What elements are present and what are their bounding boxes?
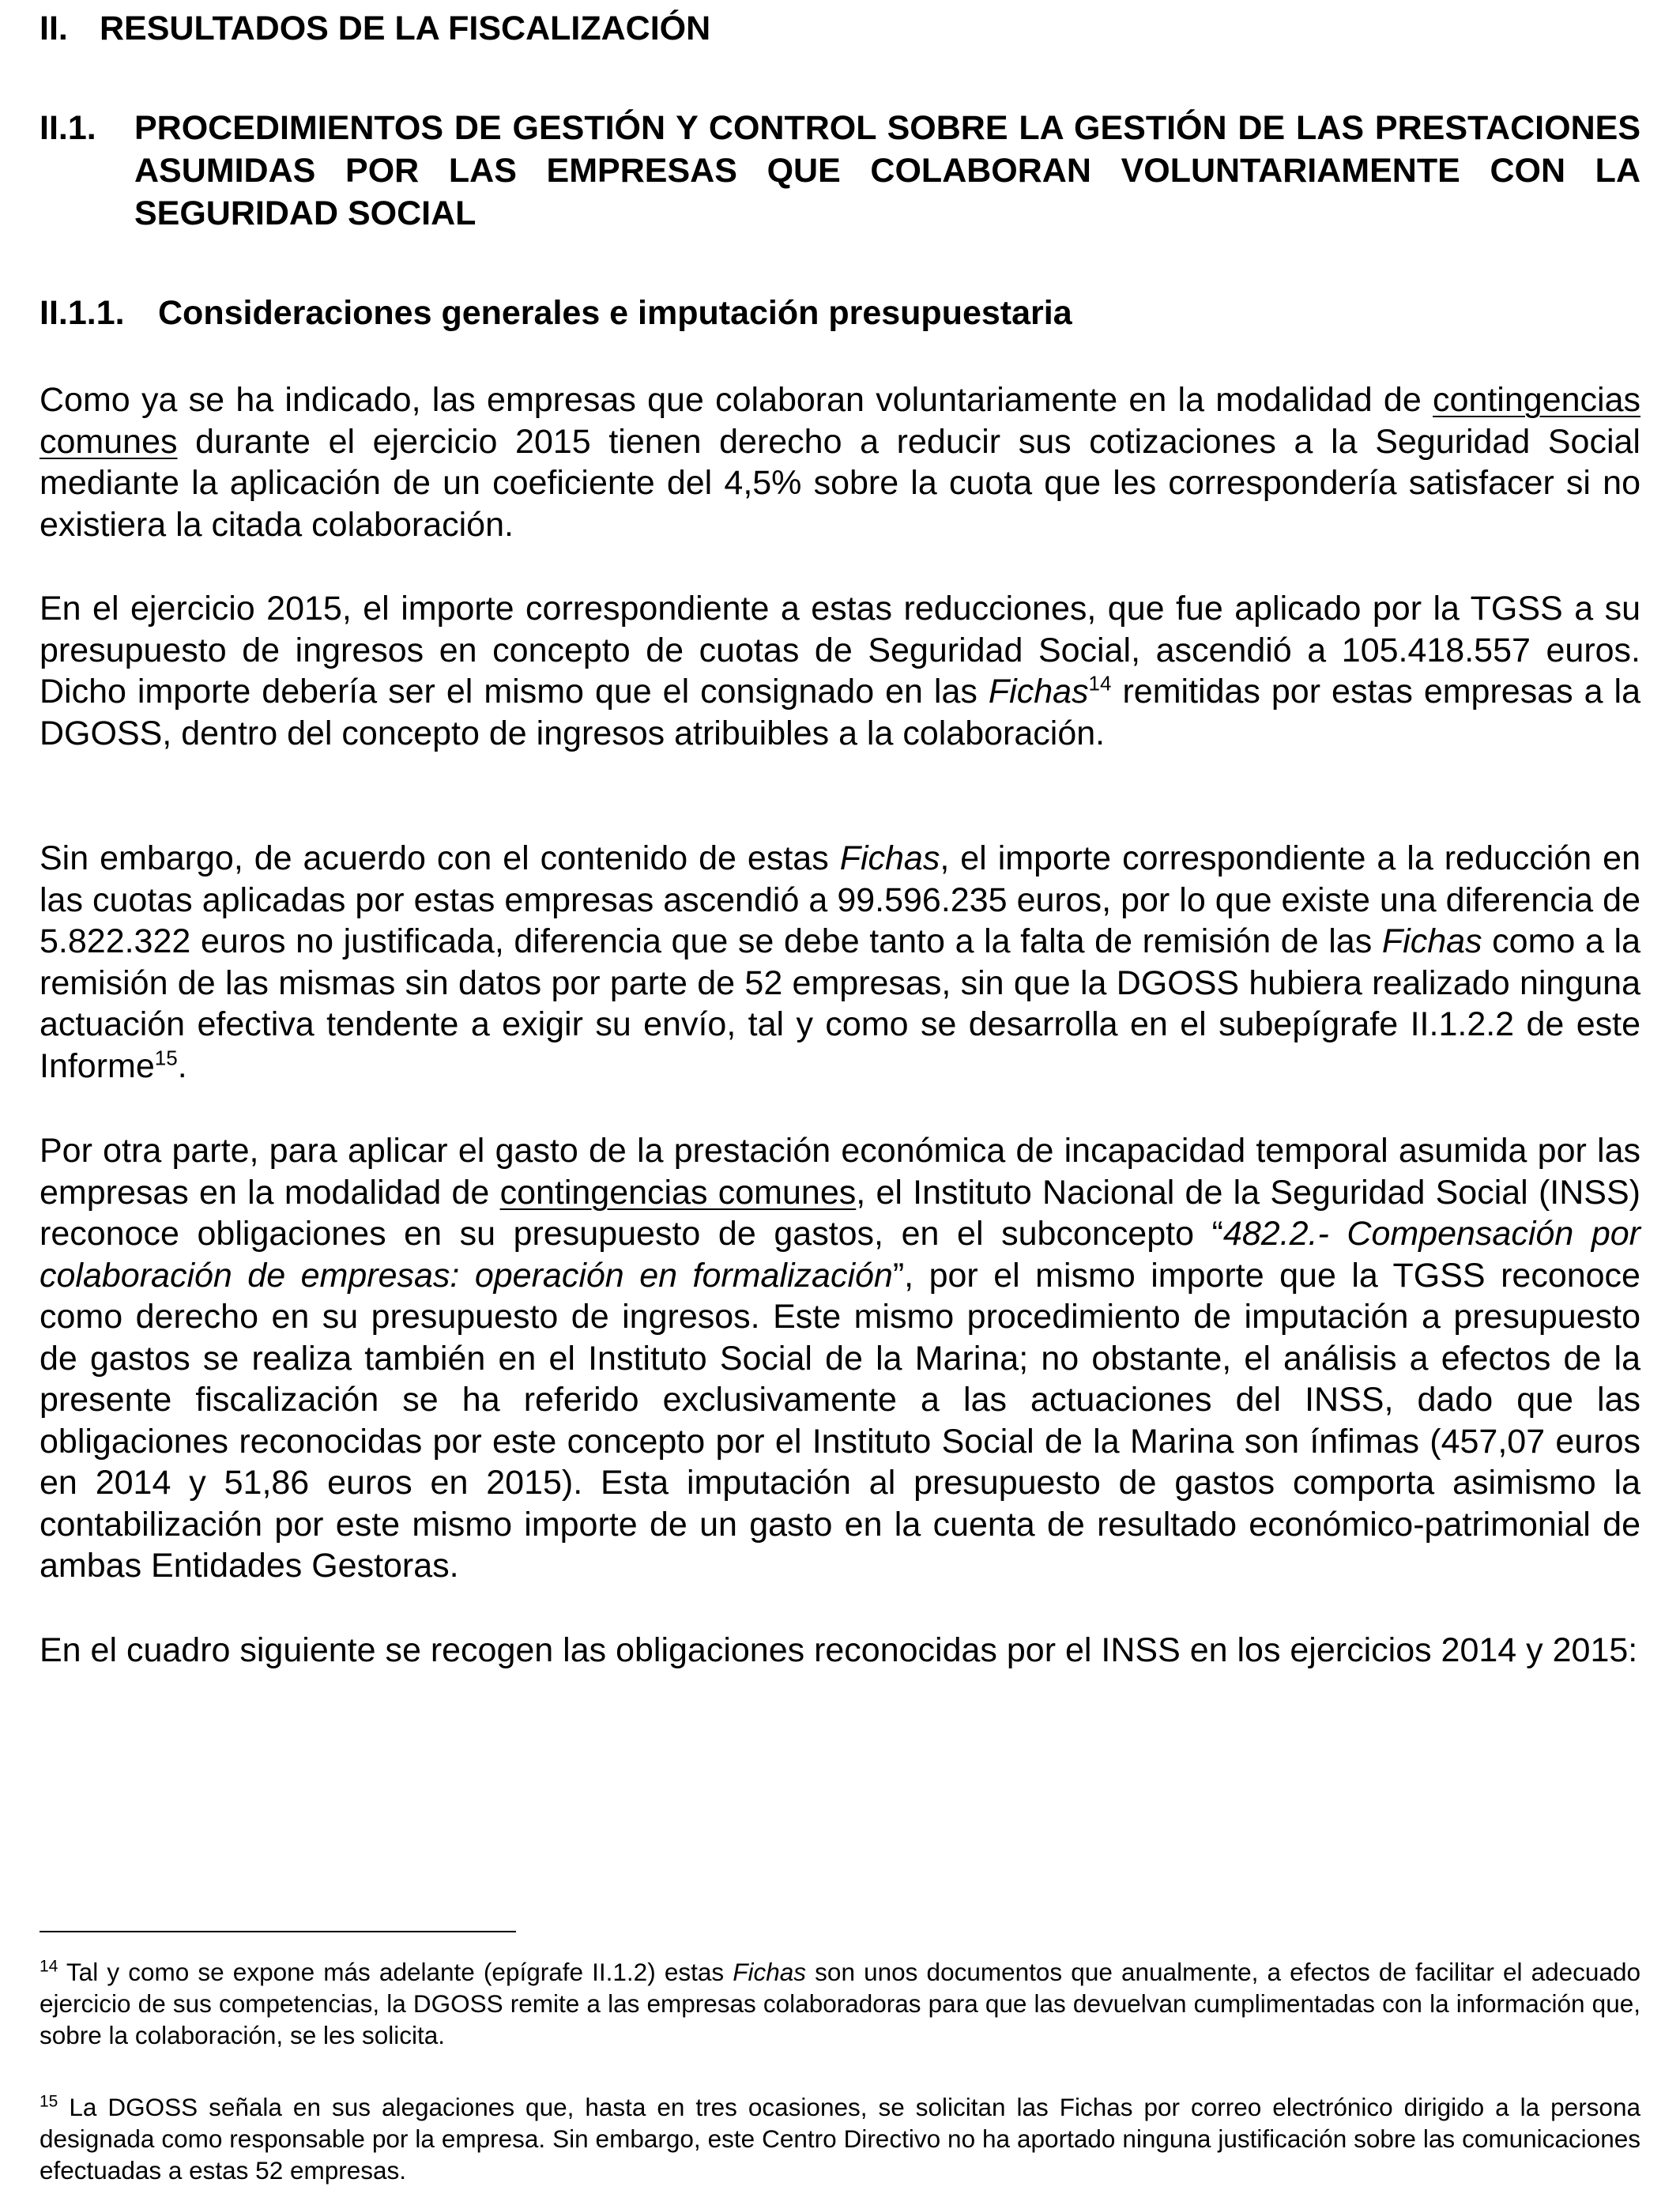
- section-heading: [40, 8, 710, 49]
- italic-term: Fichas: [839, 839, 940, 877]
- footnote-ref-14[interactable]: 14: [1088, 671, 1112, 696]
- text-run: La DGOSS señala en sus alegaciones que, hasta en tres ocasiones, se solicitan las Fichas por correo electrónico dirigido a la persona designada como responsable por la empresa. Sin embargo, este Centro Directivo no ha aportado ninguna justificación sobre las comunicaciones efectuadas a estas 52 empresas.: [40, 2093, 1640, 2185]
- text-run: .: [177, 1046, 187, 1085]
- subsection-heading: [40, 107, 1640, 235]
- footnote-number: 15: [40, 2092, 58, 2111]
- text-run: como a la remisión de las mismas sin datos por parte de 52 empresas, sin que la DGOSS hubiera realizado ninguna actuación efectiva tendente a exigir su envío, tal y como se desarrolla en el subepígrafe II.1.2.2 de este Informe: [40, 922, 1641, 1085]
- text-run: Sin embargo, de acuerdo con el contenido de estas: [40, 839, 840, 877]
- text-run: Como ya se ha indicado, las empresas que colaboran voluntariamente en la modalidad de: [40, 381, 1433, 419]
- subsection-title: PROCEDIMIENTOS DE GESTIÓN Y CONTROL SOBRE LA GESTIÓN DE LAS PRESTACIONES ASUMIDAS POR LAS EMPRESAS QUE COLABORAN VOLUNTARIAMENTE CON LA SEGURIDAD SOCIAL: [134, 109, 1640, 232]
- text-run: Por otra parte, para aplicar el gasto de la prestación económica de incapacidad temporal asumida por las empresas en la modalidad de: [40, 1132, 1640, 1212]
- underlined-term: contingencias comunes: [40, 381, 1640, 461]
- underlined-term: contingencias comunes: [499, 1173, 857, 1212]
- subsection-number: II.1.: [40, 109, 96, 147]
- footnote-15: [40, 2091, 1640, 2186]
- subsubsection-heading: [40, 292, 1072, 334]
- section-title: RESULTADOS DE LA FISCALIZACIÓN: [100, 9, 711, 47]
- text-run: Tal y como se expone más adelante (epígrafe II.1.2) estas: [58, 1958, 733, 1986]
- text-run: son unos documentos que anualmente, a efectos de facilitar el adecuado ejercicio de sus competencias, la DGOSS remite a las empresas colaboradoras para que las devuelvan cumplimentadas con la información que, sobre la colaboración, se les solicita.: [40, 1958, 1640, 2049]
- paragraph-4: [40, 1130, 1640, 1587]
- text-run: durante el ejercicio 2015 tienen derecho a reducir sus cotizaciones a la Seguridad Social mediante la aplicación de un coeficiente del 4,5% sobre la cuota que les correspondería satisfacer si no existiera la citada colaboración.: [40, 422, 1640, 544]
- footnote-ref-15[interactable]: 15: [154, 1046, 178, 1070]
- italic-term: Fichas: [988, 673, 1089, 711]
- subsubsection-title: Consideraciones generales e imputación presupuestaria: [158, 294, 1072, 332]
- italic-term: Fichas: [733, 1958, 807, 1986]
- paragraph-2: [40, 588, 1640, 754]
- footnote-number: 14: [40, 1957, 58, 1976]
- italic-term: Fichas: [1381, 922, 1482, 960]
- footnote-14: [40, 1956, 1640, 2051]
- paragraph-5: En el cuadro siguiente se recogen las obligaciones reconocidas por el INSS en los ejercicios 2014 y 2015:: [40, 1631, 1638, 1669]
- text-run: , el importe correspondiente a la reducción en las cuotas aplicadas por estas empresas ascendió a 99.596.235 euros, por lo que existe una diferencia de 5.822.322 euros no justificada, diferencia que se debe tanto a la falta de remisión de las: [40, 839, 1640, 960]
- italic-term: 482.2.- Compensación por colaboración de empresas: operación en formalización: [40, 1215, 1640, 1295]
- subsubsection-number: II.1.1.: [40, 294, 125, 332]
- paragraph-1: [40, 379, 1640, 545]
- paragraph-3: [40, 838, 1640, 1087]
- text-run: remitidas por estas empresas a la DGOSS, dentro del concepto de ingresos atribuibles a la colaboración.: [40, 673, 1640, 752]
- footnote-separator: [40, 1931, 516, 1932]
- text-run: , el Instituto Nacional de la Seguridad Social (INSS) reconoce obligaciones en su presupuesto de gastos, en el subconcepto “: [40, 1173, 1640, 1253]
- text-run: ”, por el mismo importe que la TGSS reconoce como derecho en su presupuesto de ingresos. Este mismo procedimiento de imputación a presupuesto de gastos se realiza también en el Instituto Social de la Marina; no obstante, el análisis a efectos de la presente fiscalización se ha referido exclusivamente a las actuaciones del INSS, dado que las obligaciones reconocidas por este concepto por el Instituto Social de la Marina son ínfimas (457,07 euros en 2014 y 51,86 euros en 2015). Esta imputación al presupuesto de gastos comporta asimismo la contabilización por este mismo importe de un gasto en la cuenta de resultado económico-patrimonial de ambas Entidades Gestoras.: [40, 1256, 1640, 1585]
- text-run: En el ejercicio 2015, el importe correspondiente a estas reducciones, que fue aplicado por la TGSS a su presupuesto de ingresos en concepto de cuotas de Seguridad Social, ascendió a 105.418.557 euros. Dicho importe debería ser el mismo que el consignado en las: [40, 590, 1640, 711]
- section-number: II.: [40, 9, 68, 47]
